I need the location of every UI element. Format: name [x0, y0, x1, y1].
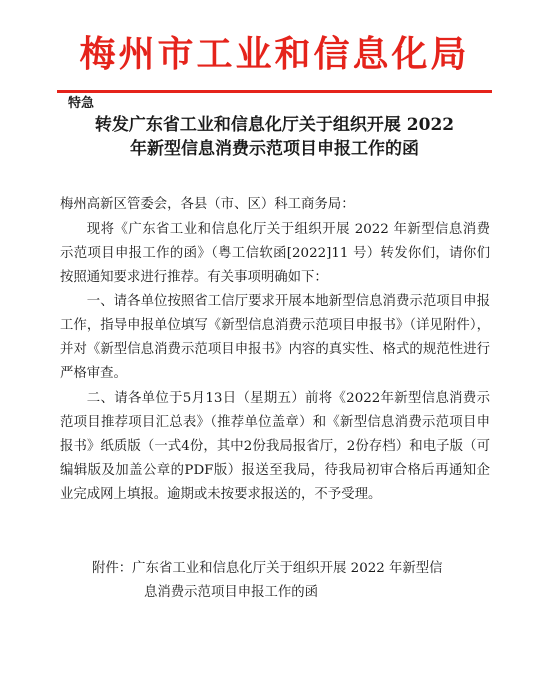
attachment-note	[92, 557, 492, 605]
red-divider-rule	[57, 90, 492, 93]
paragraph-item-1: 一、请各单位按照省工信厅要求开展本地新型信息消费示范项目申报工作，指导申报单位填写《新型信息消费示范项目申报书》（详见附件），并对《新型信息消费示范项目申报书》内容的真实性、格式的规范性进行严格审查。	[60, 294, 490, 381]
attachment-line-1: 附件：广东省工业和信息化厅关于组织开展 2022 年新型信	[92, 561, 443, 576]
document-title-line-1: 转发广东省工业和信息化厅关于组织开展 2022	[94, 115, 455, 135]
urgency-label: 特急	[68, 96, 95, 111]
attachment-line-2: 息消费示范项目申报工作的函	[144, 585, 319, 600]
issuing-authority-title: 梅州市工业和信息化局	[79, 33, 470, 75]
document-title-line-2: 年新型信息消费示范项目申报工作的函	[130, 139, 419, 159]
paragraph-item-2: 二、请各单位于5月13日（星期五）前将《2022年新型信息消费示范项目推荐项目汇总表》（推荐单位盖章）和《新型信息消费示范项目申报书》纸质版（一式4份，其中2份我局报省厅，2份存档）和电子版（可编辑版及加盖公章的PDF版）报送至我局，待我局初审合格后再通知企业完成网上填报。逾期或未按要求报送的，不予受理。	[60, 391, 490, 502]
salutation: 梅州高新区管委会，各县（市、区）科工商务局：	[60, 197, 355, 212]
paragraph-intro: 现将《广东省工业和信息化厅关于组织开展 2022 年新型信息消费示范项目申报工作的函》（粤工信软函[2022]11 号）转发你们，请你们按照通知要求进行推荐。有关事项明确如下：	[60, 222, 490, 285]
document-title	[57, 113, 492, 161]
